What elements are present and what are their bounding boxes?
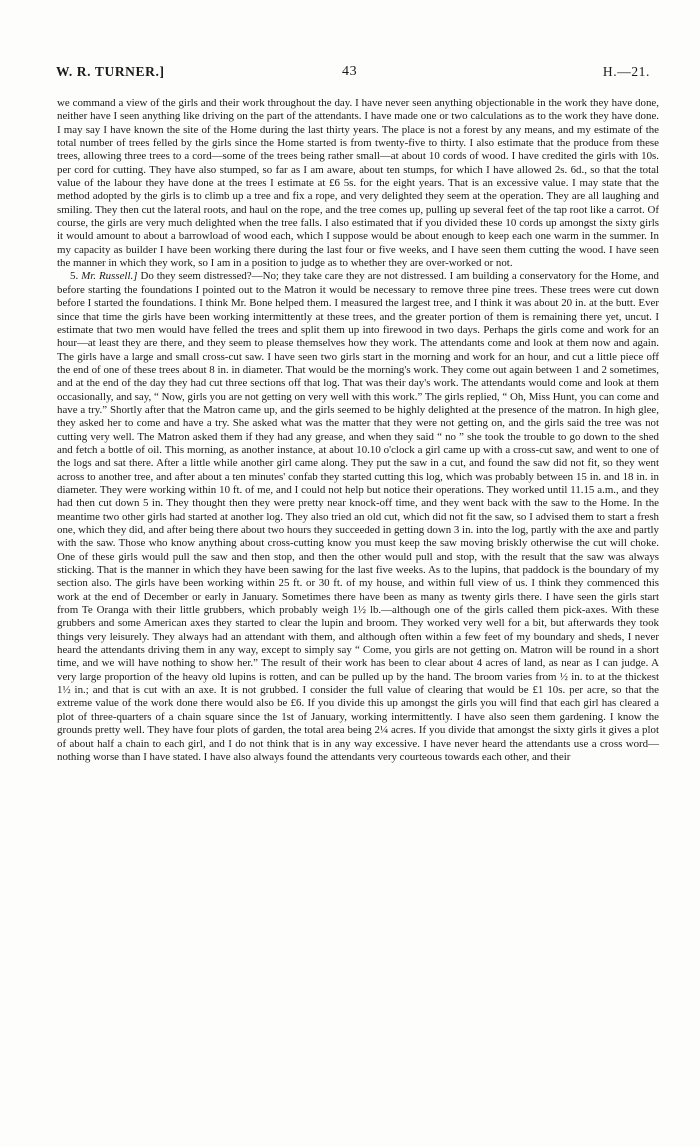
questioner-name: Mr. Russell.] [81,270,138,283]
paragraph-continued: we command a view of the girls and their work throughout the day. I have never seen anything objectionable in the work they have done, neither have I seen anything like driving on the part of the attendants. I have made one or two calculations as to the work they have done. I may say I have known the site of the Home during the last thirty years. The place is not a forest by any means, and my estimate of the total number of trees felled by the girls since the Home started is from twenty-five to thirty. I also estimate that the produce from these trees, allowing three trees to a cord—some of the trees being rather small—at about 10 cords of wood. I have credited the girls with 10s. per cord for cutting. They have also stumped, so far as I am aware, about ten stumps, for which I have allowed 2s. 6d., so that the total value of the labour they have done at the trees I estimate at £6 5s. for the eight years. That is an excessive value. I may state that the method adopted by the girls is to climb up a tree and fix a rope, and very delighted they seem at the operation. They are all laughing and smiling. They then cut the lateral roots, and haul on the rope, and the tree comes up, pulling up several feet of the tap root like a carrot. Of course, the girls are very much delighted when the tree falls. I also estimated that if you divided these 10 cords up amongst the sixty girls it would amount to about a barrowload of wood each, which I suppose would be about enough to keep each one warm in the summer. In my capacity as builder I have been working there during the last four or five weeks, and I have seen them cutting the wood. I have seen the manner in which they work, so I am in a position to judge as to whether they are over-worked or not. [57,97,659,270]
body-text [57,97,659,764]
question-number: 5. [70,270,79,283]
answer-text: Do they seem distressed?—No; they take care they are not distressed. I am building a conservatory for the Home, and before starting the foundations I pointed out to the Matron it would be necessary to remove three pine trees. These trees were cut down before I started the foundations. I think Mr. Bone helped them. I measured the largest tree, and I think it was about 20 in. at the butt. Ever since that time the girls have been working intermittently at these trees, and the greater portion of them is remaining there yet, uncut. I estimate that two men would have felled the trees and split them up into firewood in two days. Perhaps the girls come and work for an hour—at least they are there, and they seem to please themselves how they work. The attendants come and look at them now and again. The girls have a large and small cross-cut saw. I have seen two girls start in the morning and work for an hour, and cut a little piece off the end of one of these trees about 8 in. in diameter. That would be the morning's work. They come out again between 1 and 2 sometimes, and at the end of the day they had cut three sections off that log. That was their day's work. The attendants would come and look at them occasionally, and say, “ Now, girls you are not getting on very well with this work.” The girls replied, “ Oh, Miss Hunt, you can come and have a try.” Shortly after that the Matron came up, and the girls seemed to be highly delighted at the presence of the matron. In high glee, they asked her to come and have a try. She asked what was the matter that they were not getting on, and the girls said the tree was not cutting very well. The Matron asked them if they had any grease, and when they said “ no ” she took the trouble to go down to the shed and fetch a bottle of oil. This morning, as another instance, at about 10.10 o'clock a girl came up with a cross-cut saw, and went to one of the logs and sat there. After a little while another girl came along. They put the saw in a cut, and found the saw did not fit, so they went across to another tree, and after about a ten minutes' confab they started cutting this log, which was probably between 15 in. and 18 in. in diameter. They were working within 10 ft. of me, and I could not help but notice their operations. They worked until 11.15 a.m., and they had then cut down 5 in. They thought then they were pretty near knock-off time, and they went back with the saw to the Home. In the meantime two other girls had started at another log. They also tried an old cut, which did not fit the saw, so I advised them to start a fresh one, which they did, and after being there about two hours they succeeded in getting down 3 in. into the log, partly with the axe and partly with the saw. Those who know anything about cross-cutting know you must keep the saw moving briskly otherwise the cut will choke. One of these girls would pull the saw and then stop, and then the other would pull and stop, with the result that the saw was always sticking. That is the manner in which they have been sawing for the last five weeks. As to the lupins, that paddock is the boundary of my section also. The girls have been working within 25 ft. or 30 ft. of my house, and within full view of us. I think they commenced this work at the end of December or early in January. Sometimes there have been as many as twenty girls there. I have seen the girls start from Te Oranga with their little grubbers, which probably weigh 1½ lb.—although one of the girls called them pick-axes. With these grubbers and some American axes they started to clear the lupin and broom. They worked very well for a bit, but afterwards they took things very leisurely. They always had an attendant with them, and although often within a few feet of my boundary and sheds, I never heard the attendants driving them in any way, except to simply say “ Come, you girls are not getting on. Matron will be round in a short time, and we will have nothing to show her.” The result of their work has been to clear about 4 acres of land, as near as I can judge. A very large proportion of the heavy old lupins is rotten, and can be pulled up by the hand. The broom varies from ½ in. to at the thickest 1½ in.; and that is cut with an axe. It is not grubbed. I consider the full value of clearing that would be £1 10s. per acre, so that the extreme value of the work done there would also be £6. If you divide this up amongst the girls you will find that each girl has cleared a plot of three-quarters of a chain square since the 1st of January, working intermittently. I have also seen them gardening. I know the grounds pretty well. They have four plots of garden, the total area being 2¼ acres. If you divide that amongst the sixty girls it gives a plot of about half a chain to each girl, and I do not think that is in any way excessive. I have never heard the attendants use a cross word—nothing worse than I have stated. I have also always found the attendants very courteous towards each other, and their [57,270,659,763]
header-page-number: 43 [342,64,358,79]
header-document-code: H.—21. [602,64,650,79]
paragraph-question-5 [57,270,659,764]
page-header [56,64,650,84]
header-witness-name: W. R. TURNER.] [56,64,165,79]
